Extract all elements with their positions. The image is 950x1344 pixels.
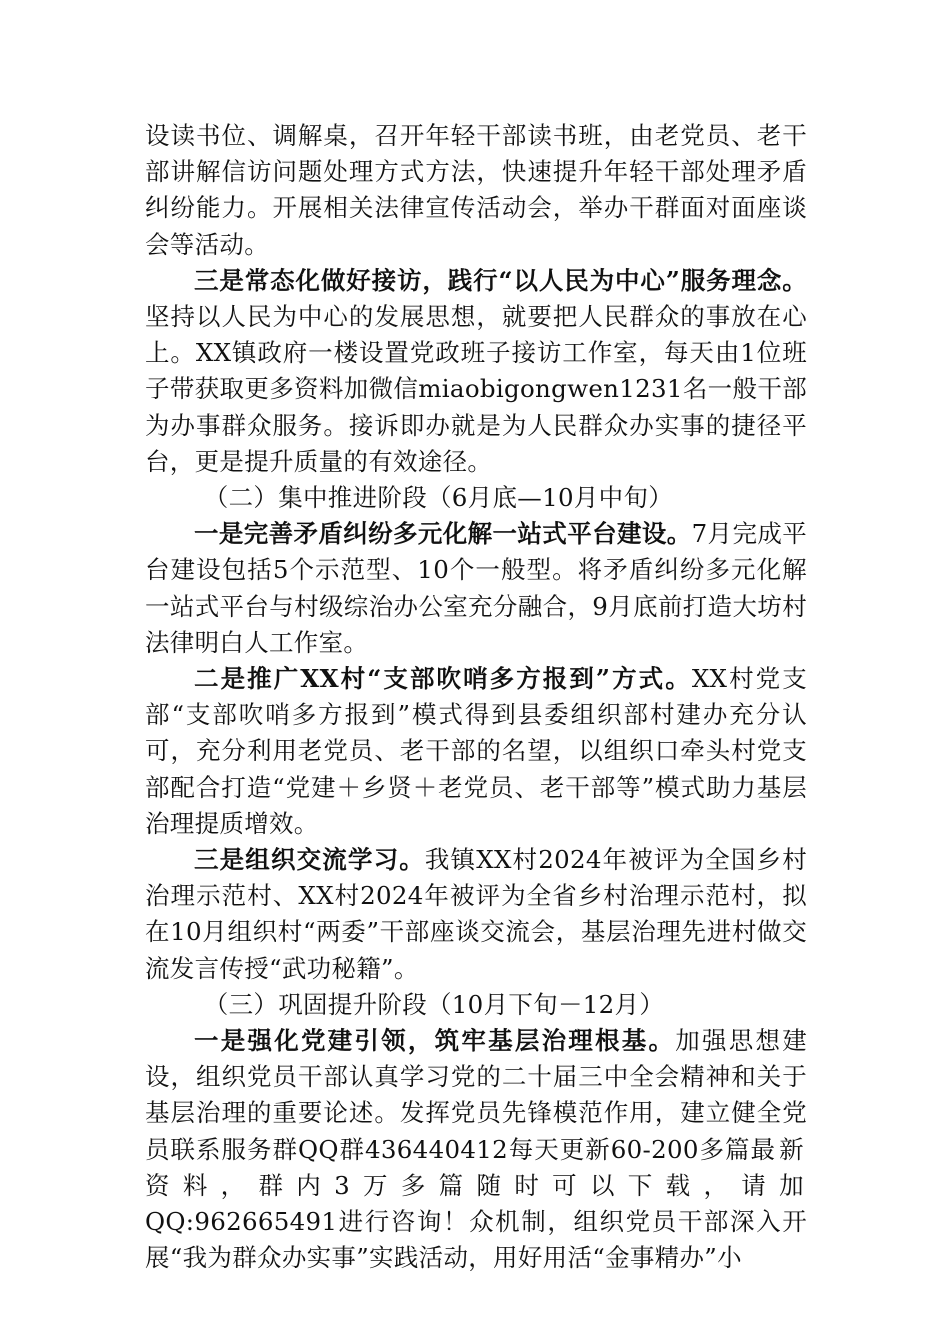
section-heading-3 xyxy=(145,987,807,1023)
paragraph-4 xyxy=(145,661,807,842)
paragraph-2-text: 坚持以人民为中心的发展思想，就要把人民群众的事放在心上。XX镇政府一楼设置党政班子接访工作室，每天由1位班子带获取更多资料加微信miaobigongwen1231名一般干部为办事群众服务。接诉即办就是为人民群众办实事的捷径平台，更是提升质量的有效途径。 xyxy=(145,302,807,476)
paragraph-6-wide-text: 最新资料，群内3万多篇随时可以下载，请加 xyxy=(145,1134,807,1200)
section-heading-2 xyxy=(145,480,807,516)
paragraph-1-text: 设读书位、调解桌，召开年轻干部读书班，由老党员、老干部讲解信访问题处理方式方法，快速提升年轻干部处理矛盾纠纷能力。开展相关法律宣传活动会，举办干群面对面座谈会等活动。 xyxy=(145,121,807,259)
paragraph-6-text: 加强思想建设，组织党员干部认真学习党的二十届三中全会精神和关于基层治理的重要论述。发挥党员先锋模范作用，建立健全党员联系服务群QQ群436440412每天更新60-200多篇 xyxy=(145,1026,807,1164)
section-heading-2-text: （二）集中推进阶段（6月底—10月中旬） xyxy=(203,483,674,513)
paragraph-5 xyxy=(145,842,807,987)
paragraph-3-text: 7月完成平台建设包括5个示范型、10个一般型。将矛盾纠纷多元化解一站式平台与村级综治办公室充分融合，9月底前打造大坊村法律明白人工作室。 xyxy=(145,519,807,657)
paragraph-4-heading: 二是推广XX村“支部吹哨多方报到”方式。 xyxy=(194,664,692,694)
paragraph-5-heading: 三是组织交流学习。 xyxy=(194,845,425,875)
paragraph-5-text: 我镇XX村2024年被评为全国乡村治理示范村、XX村2024年被评为全省乡村治理示范村，拟在10月组织村“两委”干部座谈交流会，基层治理先进村做交流发言传授“武功秘籍”。 xyxy=(145,845,807,983)
paragraph-2 xyxy=(145,263,807,480)
paragraph-4-text: XX村党支部“支部吹哨多方报到”模式得到县委组织部村建办充分认可，充分利用老党员、老干部的名望，以组织口牵头村党支部配合打造“党建＋乡贤＋老党员、老干部等”模式助力基层治理提质增效。 xyxy=(145,664,808,838)
paragraph-3 xyxy=(145,516,807,661)
document-page xyxy=(145,118,807,1277)
paragraph-2-heading: 三是常态化做好接访，践行“以人民为中心”服务理念。 xyxy=(194,265,807,295)
section-heading-3-text: （三）巩固提升阶段（10月下旬－12月） xyxy=(203,989,665,1019)
paragraph-1 xyxy=(145,118,807,263)
paragraph-6-heading: 一是强化党建引领，筑牢基层治理根基。 xyxy=(194,1026,676,1056)
paragraph-3-heading: 一是完善矛盾纠纷多元化解一站式平台建设。 xyxy=(194,519,692,549)
paragraph-6 xyxy=(145,1023,807,1276)
paragraph-6-tail-text: QQ:962665491进行咨询！众机制，组织党员干部深入开展“我为群众办实事”实践活动，用好用活“金事精办”小 xyxy=(145,1207,807,1273)
